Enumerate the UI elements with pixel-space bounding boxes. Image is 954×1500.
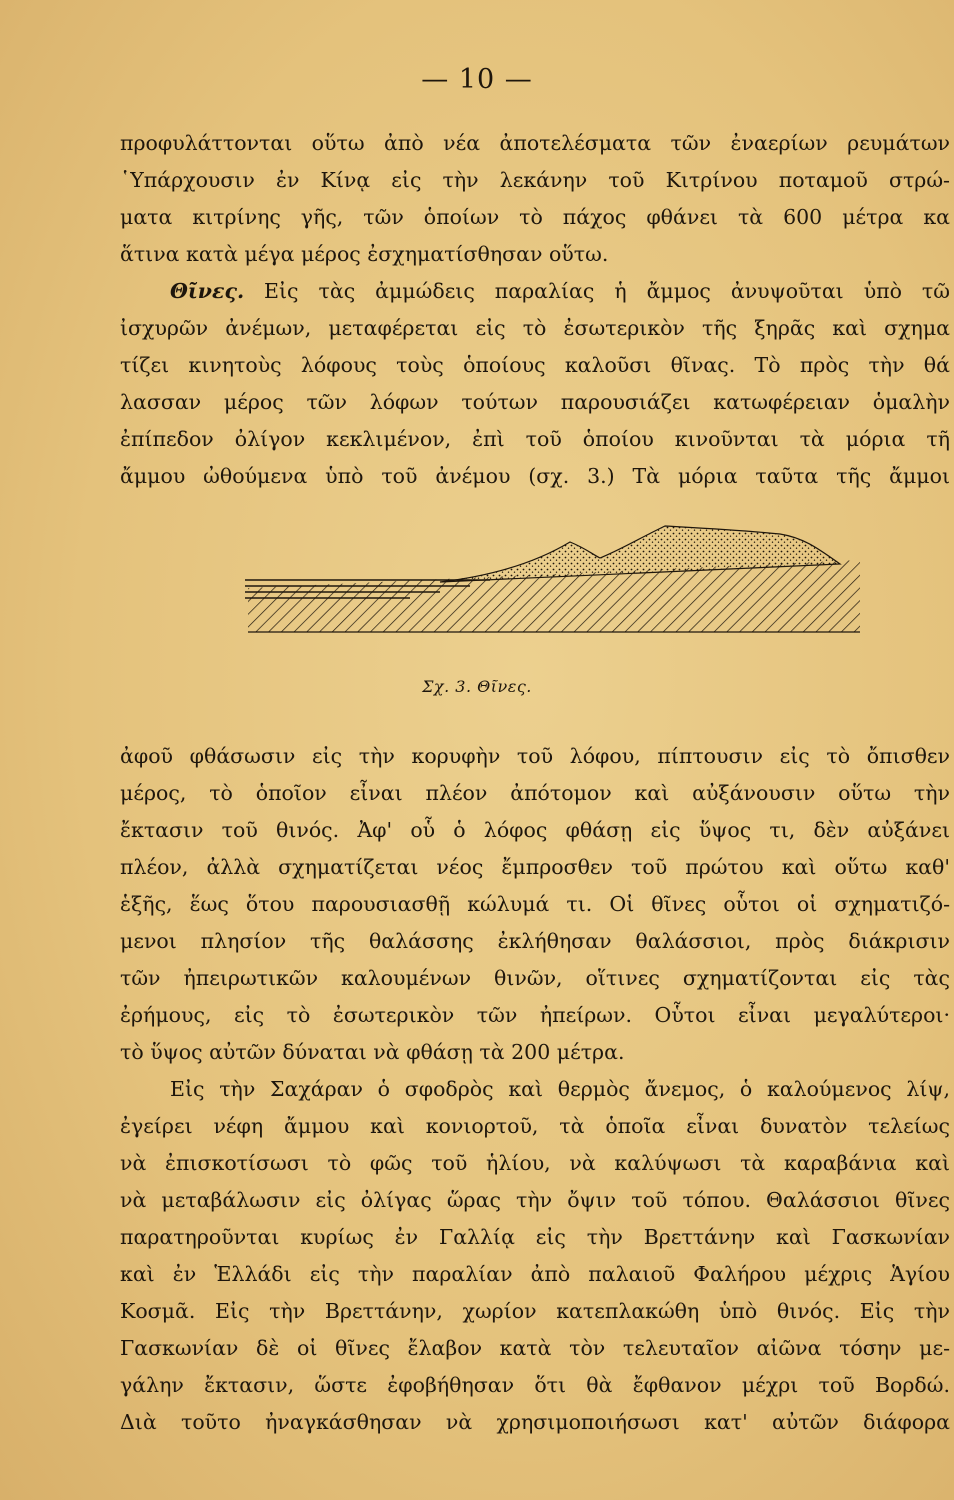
dunes-illustration: [240, 520, 870, 665]
text-line: πλέον, ἀλλὰ σχηματίζεται νέος ἔμπροσθεν τοῦ πρώτου καὶ οὕτω καθ': [120, 855, 950, 879]
text-line: ἀφοῦ φθάσωσιν εἰς τὴν κορυφὴν τοῦ λόφου, πίπτουσιν εἰς τὸ ὄπισθεν: [120, 744, 950, 768]
text-line: ματα κιτρίνης γῆς, τῶν ὁποίων τὸ πάχος φθάνει τὰ 600 μέτρα κα: [120, 205, 950, 229]
text-line: ἅτινα κατὰ μέγα μέρος ἐσχηματίσθησαν οὕτω.: [120, 242, 609, 266]
text-line: ἑξῆς, ἕως ὅτου παρουσιασθῇ κώλυμά τι. Οἱ θῖνες οὗτοι οἱ σχηματιζό-: [120, 892, 950, 916]
text-line: ῾Υπάρχουσιν ἐν Κίνᾳ εἰς τὴν λεκάνην τοῦ Κιτρίνου ποταμοῦ στρώ-: [120, 168, 950, 192]
text-line: προφυλάττονται οὕτω ἀπὸ νέα ἀποτελέσματα τῶν ἐναερίων ρευμάτων: [120, 131, 950, 155]
text-line: ἐπίπεδον ὀλίγον κεκλιμένον, ἐπὶ τοῦ ὁποίου κινοῦνται τὰ μόρια τῆ: [120, 427, 950, 451]
text-line: ἰσχυρῶν ἀνέμων, μεταφέρεται εἰς τὸ ἐσωτερικὸν τῆς ξηρᾶς καὶ σχημα: [120, 316, 950, 340]
text-line: μενοι πλησίον τῆς θαλάσσης ἐκλήθησαν θαλάσσιοι, πρὸς διάκρισιν: [120, 929, 950, 953]
text-line: καὶ ἐν Ἑλλάδι εἰς τὴν παραλίαν ἀπὸ παλαιοῦ Φαλήρου μέχρις Ἁγίου: [120, 1262, 950, 1286]
figure-caption: Σχ. 3. Θῖνες.: [422, 677, 532, 696]
page-number: — 10 —: [421, 64, 533, 95]
text-line: ἄμμου ὠθούμενα ὑπὸ τοῦ ἀνέμου (σχ. 3.) Τὰ μόρια ταῦτα τῆς ἄμμοι: [120, 464, 950, 488]
paragraph-dune-formation: [120, 738, 950, 1441]
text-line: Εἰς τὴν Σαχάραν ὁ σφοδρὸς καὶ θερμὸς ἄνεμος, ὁ καλούμενος λίψ,: [170, 1077, 950, 1101]
text-line: Γασκωνίαν δὲ οἱ θῖνες ἔλαβον κατὰ τὸν τελευταῖον αἰῶνα τόσην με-: [120, 1336, 950, 1360]
paragraph-loess-and-dunes: [120, 125, 950, 495]
text-line: ἐρήμους, εἰς τὸ ἐσωτερικὸν τῶν ἠπείρων. Οὗτοι εἶναι μεγαλύτεροι·: [120, 1003, 950, 1027]
text-line: [120, 273, 950, 310]
dunes-figure: [240, 520, 870, 665]
text-line: Κοσμᾶ. Εἰς τὴν Βρεττάνην, χωρίον κατεπλακώθη ὑπὸ θινός. Εἰς τὴν: [120, 1299, 950, 1323]
text-line: τίζει κινητοὺς λόφους τοὺς ὁποίους καλοῦσι θῖνας. Τὸ πρὸς τὴν θά: [120, 353, 950, 377]
text-line: μέρος, τὸ ὁποῖον εἶναι πλέον ἀπότομον καὶ αὐξάνουσιν οὕτω τὴν: [120, 781, 950, 805]
text-line: παρατηροῦνται κυρίως ἐν Γαλλίᾳ εἰς τὴν Βρεττάνην καὶ Γασκωνίαν: [120, 1225, 950, 1249]
text-line: ἔκτασιν τοῦ θινός. Ἀφ' οὗ ὁ λόφος φθάσῃ εἰς ὕψος τι, δὲν αὐξάνει: [120, 818, 950, 842]
text-line: λασσαν μέρος τῶν λόφων τούτων παρουσιάζει κατωφέρειαν ὁμαλὴν: [120, 390, 950, 414]
text-line: τῶν ἠπειρωτικῶν καλουμένων θινῶν, οἵτινες σχηματίζονται εἰς τὰς: [120, 966, 950, 990]
text-line-rest: Εἰς τὰς ἀμμώδεις παραλίας ἡ ἄμμος ἀνυψοῦται ὑπὸ τῶ: [244, 279, 950, 303]
text-line: γάλην ἔκτασιν, ὥστε ἐφοβήθησαν ὅτι θὰ ἔφθανον μέχρι τοῦ Βορδώ.: [120, 1373, 950, 1397]
text-line: τὸ ὕψος αὐτῶν δύναται νὰ φθάσῃ τὰ 200 μέτρα.: [120, 1040, 625, 1064]
text-line: νὰ ἐπισκοτίσωσι τὸ φῶς τοῦ ἡλίου, νὰ καλύψωσι τὰ καραβάνια καὶ: [120, 1151, 950, 1175]
section-term: Θῖνες.: [170, 279, 245, 303]
text-line: ἐγείρει νέφη ἄμμου καὶ κονιορτοῦ, τὰ ὁποῖα εἶναι δυνατὸν τελείως: [120, 1114, 950, 1138]
text-line: Διὰ τοῦτο ἠναγκάσθησαν νὰ χρησιμοποιήσωσι κατ' αὐτῶν διάφορα: [120, 1410, 950, 1434]
text-line: νὰ μεταβάλωσιν εἰς ὀλίγας ὥρας τὴν ὄψιν τοῦ τόπου. Θαλάσσιοι θῖνες: [120, 1188, 950, 1212]
